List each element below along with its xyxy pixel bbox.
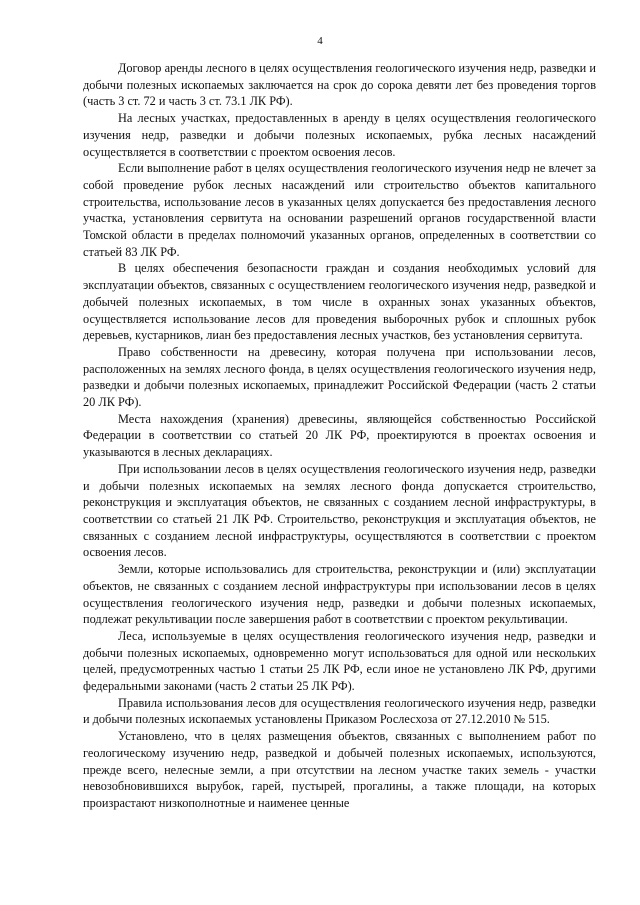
paragraph-safety-felling: В целях обеспечения безопасности граждан и создания необходимых условий для эксплуатации объектов, связанных с осуществлением геологического изучения недр, разведкой и добычей полезных ископаемых, в том числе в охранных зонах указанных объектов, осуществляется использование лесов для проведения выборочных рубок и сплошных рубок деревьев, кустарников, лиан без предоставления лесных участков, без установления сервитута. — [83, 261, 596, 343]
paragraph-use-without-plot: Если выполнение работ в целях осуществления геологического изучения недр не влечет за собой проведение рубок лесных насаждений или строительство объектов капитального строительства, использование лесов в указанных целях допускается без предоставления лесного участка, установления сервитута на основании разрешений органов государственной власти Томской области в пределах полномочий указанных органов, определенных в соответствии со статьей 83 ЛК РФ. — [83, 161, 596, 259]
page-number: 4 — [317, 35, 323, 47]
paragraph-recultivation: Земли, которые использовались для строительства, реконструкции и (или) эксплуатации объектов, не связанных с созданием лесной инфраструктуры при использовании лесов в целях осуществления геологического изучения недр, разведки и добычи полезных ископаемых, подлежат рекультивации после завершения работ в соответствии с проектом рекультивации. — [83, 562, 596, 627]
paragraph-construction-allowed: При использовании лесов в целях осуществления геологического изучения недр, разведки и добычи полезных ископаемых на землях лесного фонда допускается строительство, реконструкция и эксплуатация объектов, не связанных с созданием лесной инфраструктуры, в соответствии со статьей 21 ЛК РФ. Строительство, реконструкция и эксплуатация объектов, не связанных с созданием лесной инфраструктуры, осуществляются в соответствии с проектом освоения лесов. — [83, 461, 596, 560]
paragraph-object-placement: Установлено, что в целях размещения объектов, связанных с выполнением работ по геологическому изучению недр, разведкой и добычей полезных ископаемых, используются, прежде всего, нелесные земли, а при отсутствии на лесном участке таких земель - участки невозобновившихся вырубок, гарей, пустырей, прогалины, а также площади, на которых произрастают низкополнотные и наименее ценные — [83, 729, 596, 810]
paragraph-timber-storage: Места нахождения (хранения) древесины, являющейся собственностью Российской Федерации в соответствии со статьей 20 ЛК РФ, проектируются в проектах освоения и указываются в лесных декларациях. — [83, 411, 596, 460]
paragraph-timber-ownership: Право собственности на древесину, которая получена при использовании лесов, расположенных на землях лесного фонда, в целях осуществления геологического изучения недр, разведки и добычи полезных ископаемых, принадлежит Российской Федерации (часть 2 статьи 20 ЛК РФ). — [83, 344, 596, 410]
paragraph-rules-order: Правила использования лесов для осуществления геологического изучения недр, разведки и добычи полезных ископаемых установлены Приказом Рослесхоза от 27.12.2010 № 515. — [83, 695, 596, 727]
paragraph-lease-term: Договор аренды лесного в целях осуществления геологического изучения недр, разведки и добычи полезных ископаемых заключается на срок до сорока девяти лет без проведения торгов (часть 3 ст. 72 и часть 3 ст. 73.1 ЛК РФ). — [83, 61, 596, 109]
paragraph-felling-leased-plots: На лесных участках, предоставленных в аренду в целях осуществления геологического изучения недр, разведки и добычи полезных ископаемых, рубка лесных насаждений осуществляется в соответствии с проектом освоения лесов. — [83, 111, 596, 159]
paragraph-multiple-use: Леса, используемые в целях осуществления геологического изучения недр, разведки и добычи полезных ископаемых, одновременно могут использоваться для одной или нескольких целей, предусмотренных частью 1 статьи 25 ЛК РФ, если иное не установлено ЛК РФ, другими федеральными законами (часть 2 статьи 25 ЛК РФ). — [83, 628, 596, 694]
document-body — [83, 60, 596, 812]
